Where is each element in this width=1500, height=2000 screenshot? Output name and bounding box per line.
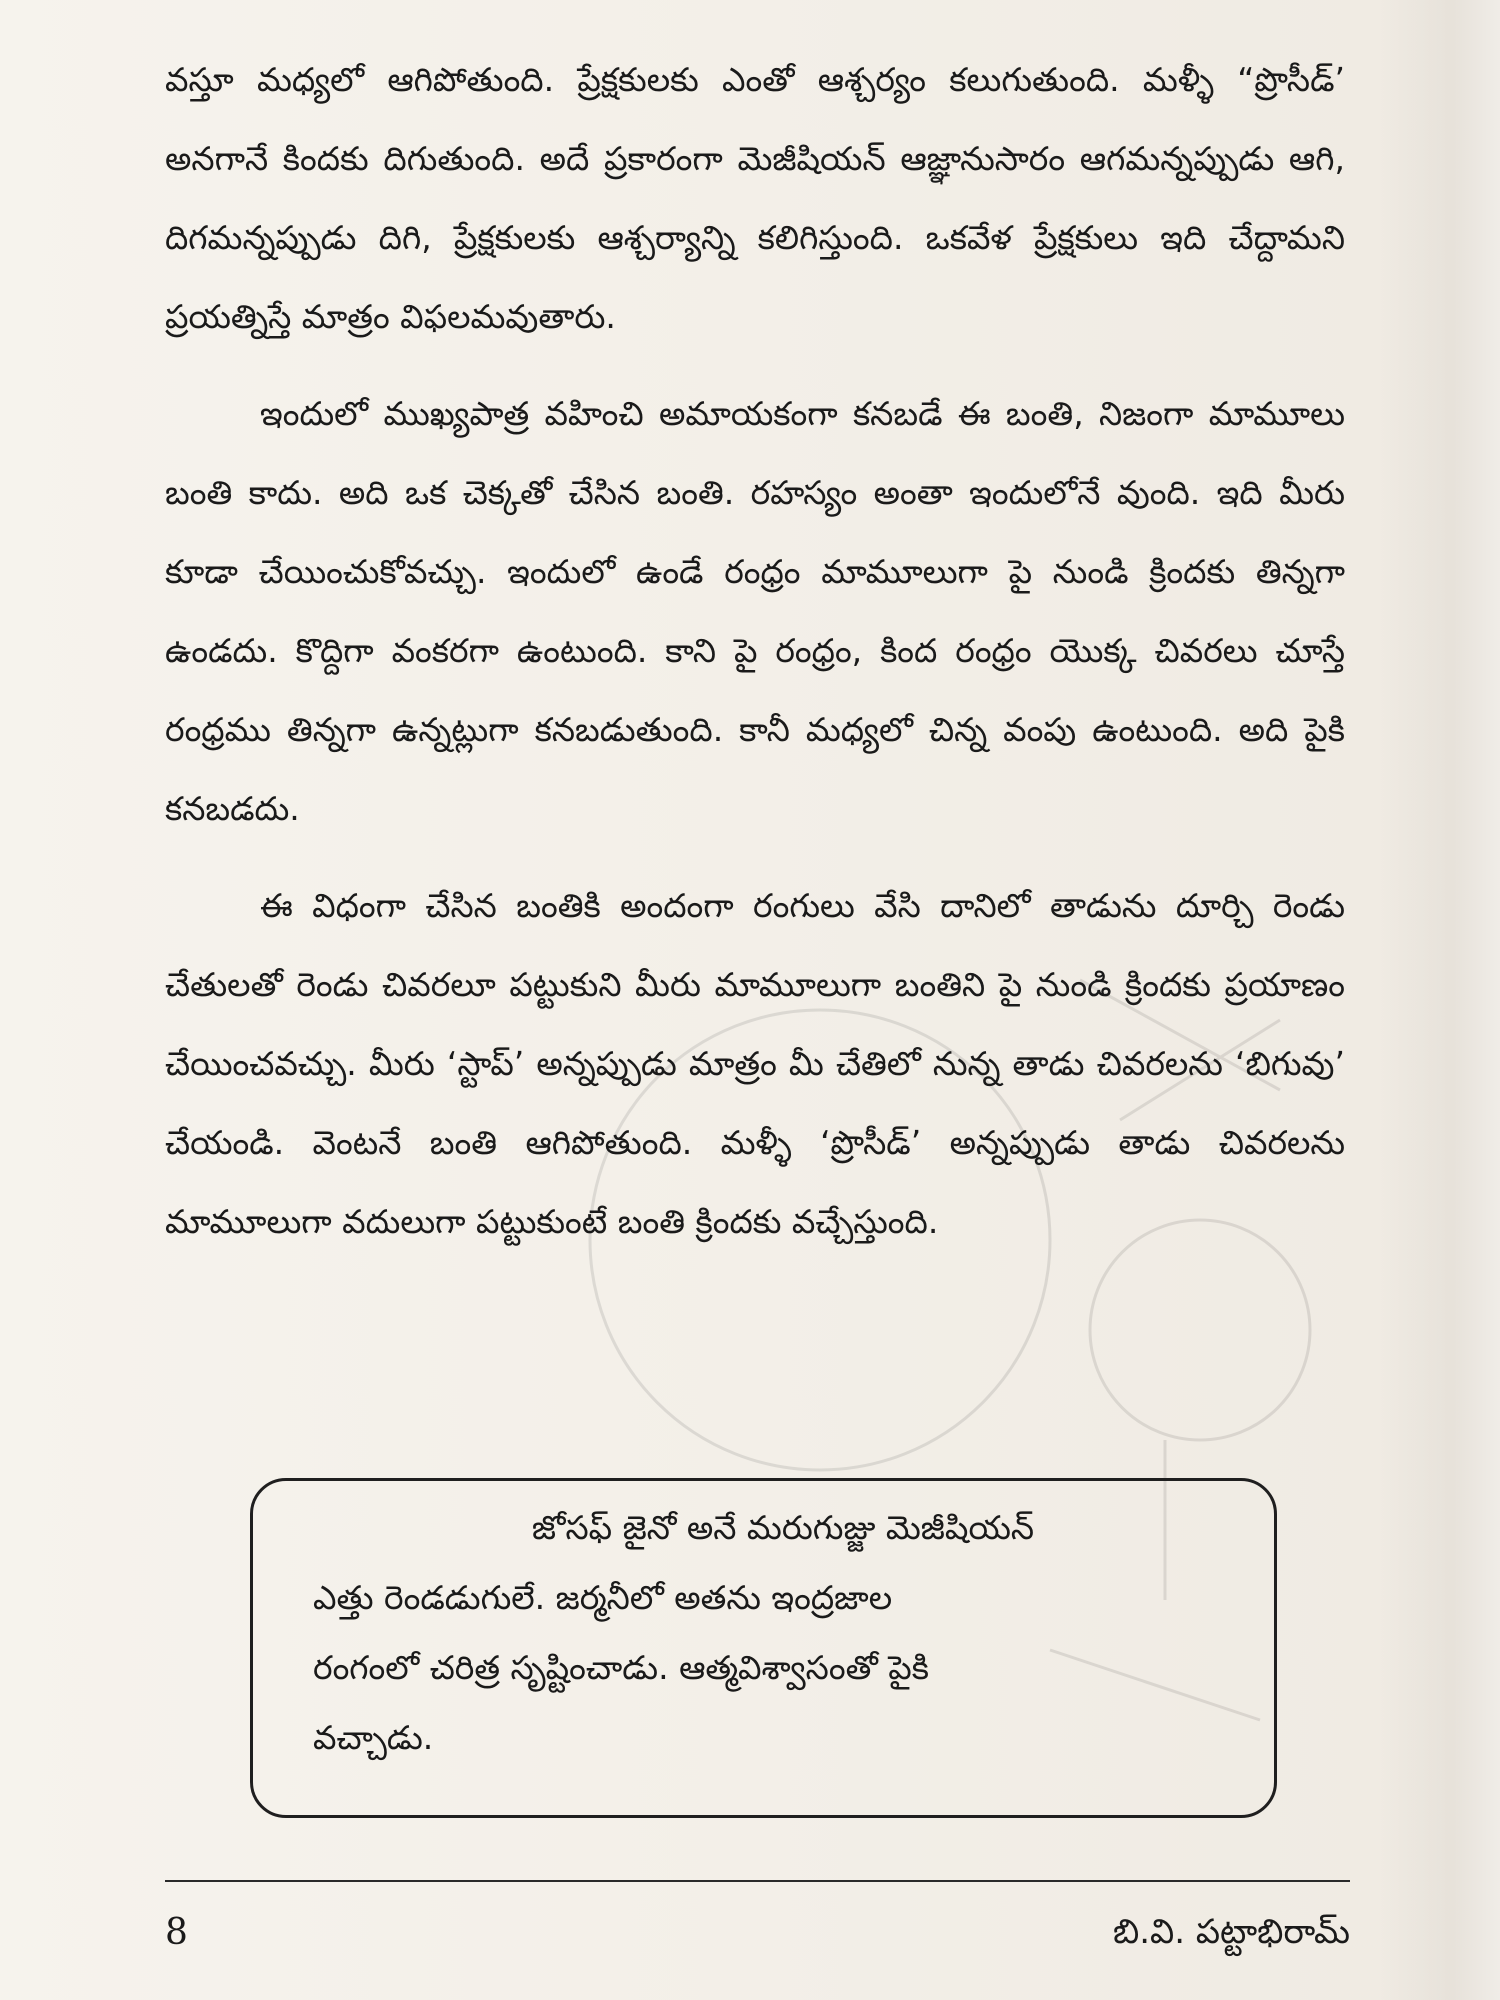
- trivia-line-4: వచ్చాడు.: [313, 1718, 434, 1757]
- trivia-box: [250, 1478, 1277, 1818]
- author-name: బి.వి. పట్టాభిరామ్: [1113, 1912, 1350, 1952]
- body-text: [165, 40, 1345, 1261]
- footer-divider: [165, 1880, 1350, 1882]
- trivia-text: [313, 1493, 1213, 1773]
- trivia-line-1: జోసఫ్ జైనో అనే మరుగుజ్జు మెజీషియన్: [531, 1508, 1035, 1547]
- trivia-line-3: రంగంలో చరిత్ర సృష్టించాడు. ఆత్మవిశ్వాసంతో పైకి: [313, 1648, 929, 1687]
- paragraph-2: ఇందులో ముఖ్యపాత్ర వహించి అమాయకంగా కనబడే ఈ బంతి, నిజంగా మామూలు బంతి కాదు. అది ఒక చెక్కతో చేసిన బంతి. రహస్యం అంతా ఇందులోనే వుంది. ఇది మీరు కూడా చేయించుకోవచ్చు. ఇందులో ఉండే రంధ్రం మామూలుగా పై నుండి క్రిందకు తిన్నగా ఉండదు. కొద్దిగా వంకరగా ఉంటుంది. కాని పై రంధ్రం, కింద రంధ్రం యొక్క చివరలు చూస్తే రంధ్రము తిన్నగా ఉన్నట్లుగా కనబడుతుంది. కానీ మధ్యలో చిన్న వంపు ఉంటుంది. అది పైకి కనబడదు.: [165, 394, 1345, 828]
- page-number: 8: [165, 1912, 188, 1953]
- paragraph-1: వస్తూ మధ్యలో ఆగిపోతుంది. ప్రేక్షకులకు ఎంతో ఆశ్చర్యం కలుగుతుంది. మళ్ళీ “ప్రొసీడ్’ అనగానే కిందకు దిగుతుంది. అదే ప్రకారంగా మెజీషియన్ ఆజ్ఞానుసారం ఆగమన్నప్పుడు ఆగి, దిగమన్నప్పుడు దిగి, ప్రేక్షకులకు ఆశ్చర్యాన్ని కలిగిస్తుంది. ఒకవేళ ప్రేక్షకులు ఇది చేద్దామని ప్రయత్నిస్తే మాత్రం విఫలమవుతారు.: [165, 60, 1345, 336]
- paragraph-3: ఈ విధంగా చేసిన బంతికి అందంగా రంగులు వేసి దానిలో తాడును దూర్చి రెండు చేతులతో రెండు చివరలూ పట్టుకుని మీరు మామూలుగా బంతిని పై నుండి క్రిందకు ప్రయాణం చేయించవచ్చు. మీరు ‘స్టాప్’ అన్నప్పుడు మాత్రం మీ చేతిలో నున్న తాడు చివరలను ‘బిగువు’ చేయండి. వెంటనే బంతి ఆగిపోతుంది. మళ్ళీ ‘ప్రొసీడ్’ అన్నప్పుడు తాడు చివరలను మామూలుగా వదులుగా పట్టుకుంటే బంతి క్రిందకు వచ్చేస్తుంది.: [165, 886, 1345, 1241]
- trivia-line-2: ఎత్తు రెండడుగులే. జర్మనీలో అతను ఇంద్రజాల: [313, 1578, 893, 1617]
